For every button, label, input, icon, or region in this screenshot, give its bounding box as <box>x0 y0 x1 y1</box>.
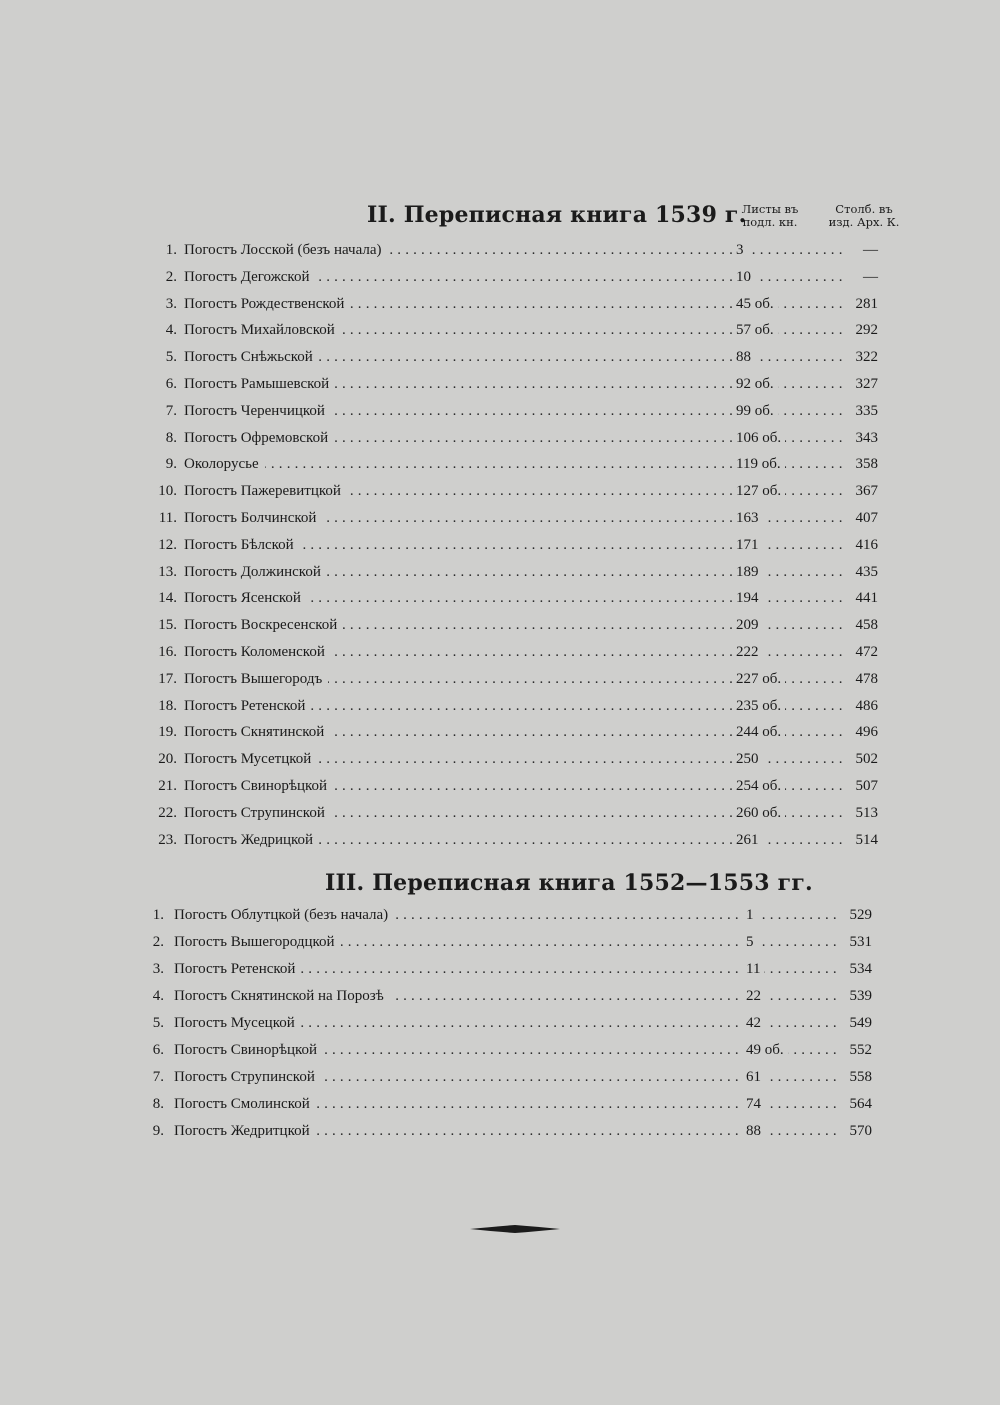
entry-leaf-number: 261 <box>736 829 763 851</box>
entry-column-number: 343 <box>855 429 878 446</box>
entry-column-number: 416 <box>855 536 878 553</box>
entry-name: Погостъ Михайловской <box>184 319 341 341</box>
entry-leaf-number: 119 об. <box>736 453 785 475</box>
entry-number: 5. <box>165 349 177 366</box>
entry-number: 4. <box>165 322 177 339</box>
entry-number: 23. <box>158 831 177 848</box>
entry-leaf-number: 88 <box>746 1120 765 1142</box>
entry-column-number: 514 <box>855 831 878 848</box>
entry-column-number: 539 <box>849 988 872 1004</box>
entry-number: 11. <box>158 510 177 526</box>
entry-leaf-number: 45 об. <box>736 293 778 315</box>
entry-leaf-number: 260 об. <box>736 802 785 824</box>
entry-name: Погостъ Воскресенской <box>184 614 343 636</box>
list-item <box>0 641 1000 663</box>
entry-column-number: — <box>863 242 878 258</box>
list-item <box>0 668 1000 690</box>
list-item <box>0 400 1000 422</box>
entry-number: 3. <box>165 295 177 312</box>
list-item <box>0 373 1000 395</box>
entry-leaf-number: 127 об. <box>736 480 785 502</box>
entry-number: 1. <box>165 242 177 258</box>
list-item <box>0 293 1000 315</box>
entry-leaf-number: 163 <box>736 507 763 529</box>
entry-column-number: 496 <box>855 724 878 741</box>
entry-name: Погостъ Свинорѣцкой <box>174 1039 323 1061</box>
list-item <box>0 1093 1000 1115</box>
entry-name: Погостъ Мусетцкой <box>184 748 317 770</box>
entry-leaf-number: 74 <box>746 1093 765 1115</box>
entry-leaf-number: 235 об. <box>736 695 785 717</box>
column-header-leaves <box>728 203 812 229</box>
entry-number: 4. <box>152 988 164 1004</box>
entry-column-number: 486 <box>855 697 878 714</box>
entry-number: 6. <box>152 1042 164 1058</box>
list-item <box>0 695 1000 717</box>
list-item <box>0 958 1000 980</box>
list-item <box>0 346 1000 368</box>
list-item <box>0 239 1000 261</box>
entry-leaf-number: 3 <box>736 239 748 261</box>
entry-name: Погостъ Жедритцкой <box>174 1120 316 1142</box>
entry-number: 20. <box>158 751 177 768</box>
entry-number: 19. <box>158 724 177 741</box>
entry-number: 14. <box>158 590 177 607</box>
entry-column-number: 327 <box>855 376 878 392</box>
entry-name: Погостъ Мусецкой <box>174 1012 301 1034</box>
closing-ornament-icon <box>470 1222 560 1236</box>
entry-name: Погостъ Смолинской <box>174 1093 316 1115</box>
entry-number: 9. <box>165 456 177 473</box>
entry-leaf-number: 22 <box>746 985 765 1007</box>
entry-column-number: 458 <box>855 617 878 634</box>
entry-name: Погостъ Должинской <box>184 561 327 583</box>
entry-name: Погостъ Свинорѣцкой <box>184 775 333 797</box>
entry-name: Погостъ Вышегородъ <box>184 668 328 690</box>
entry-name: Погостъ Дегожской <box>184 266 316 288</box>
list-item <box>0 802 1000 824</box>
list-item <box>0 829 1000 851</box>
entry-column-number: 558 <box>849 1069 872 1085</box>
list-item <box>0 1012 1000 1034</box>
entry-number: 9. <box>152 1123 164 1139</box>
entry-column-number: — <box>863 268 878 285</box>
entry-number: 21. <box>158 778 177 794</box>
entry-column-number: 435 <box>855 563 878 580</box>
entry-leaf-number: 10 <box>736 266 755 288</box>
entry-name: Погостъ Струпинской <box>184 802 331 824</box>
entry-name: Погостъ Черенчицкой <box>184 400 331 422</box>
entry-name: Погостъ Рамышевской <box>184 373 335 395</box>
column-header-columns-line1: Столб. въ <box>835 202 893 216</box>
list-item <box>0 587 1000 609</box>
entry-name: Погостъ Ясенской <box>184 587 307 609</box>
entry-name: Погостъ Скнятинской на Порозѣ <box>174 985 390 1007</box>
entry-number: 8. <box>165 429 177 446</box>
column-header-columns <box>818 203 910 229</box>
entry-name: Погостъ Рождественской <box>184 293 350 315</box>
column-header-leaves-line1: Листы въ <box>741 202 799 216</box>
entry-column-number: 292 <box>855 322 878 339</box>
entry-number: 7. <box>152 1069 164 1085</box>
entry-number: 3. <box>152 961 164 977</box>
entry-column-number: 529 <box>849 907 872 923</box>
entry-leaf-number: 106 об. <box>736 427 785 449</box>
entry-column-number: 552 <box>849 1042 872 1058</box>
list-item <box>0 534 1000 556</box>
dot-leader <box>746 931 836 953</box>
entry-number: 15. <box>158 617 177 634</box>
entry-name: Погостъ Болчинской <box>184 507 322 529</box>
dot-leader <box>746 904 836 926</box>
entry-name: Погостъ Пажеревитцкой <box>184 480 347 502</box>
entry-number: 6. <box>165 376 177 392</box>
entry-number: 8. <box>152 1096 164 1112</box>
entry-column-number: 441 <box>855 590 878 607</box>
entry-name: Погостъ Бѣлской <box>184 534 300 556</box>
entry-leaf-number: 171 <box>736 534 763 556</box>
entry-number: 7. <box>165 402 177 419</box>
entry-column-number: 322 <box>855 349 878 366</box>
entry-column-number: 478 <box>855 670 878 687</box>
entry-number: 2. <box>152 934 164 950</box>
list-item <box>0 453 1000 475</box>
entry-column-number: 507 <box>855 778 878 794</box>
entry-leaf-number: 11 <box>746 958 764 980</box>
dot-leader <box>736 239 842 261</box>
entry-name: Погостъ Вышегородцкой <box>174 931 341 953</box>
entry-column-number: 534 <box>849 961 872 977</box>
entry-number: 22. <box>158 804 177 821</box>
entry-column-number: 531 <box>849 934 872 950</box>
section-2-title: II. Переписная книга 1539 г. <box>367 202 747 228</box>
entry-column-number: 570 <box>849 1123 872 1139</box>
list-item <box>0 319 1000 341</box>
entry-name: Погостъ Жедрицкой <box>184 829 319 851</box>
list-item <box>0 480 1000 502</box>
entry-column-number: 564 <box>849 1096 872 1112</box>
entry-leaf-number: 42 <box>746 1012 765 1034</box>
list-item <box>0 1066 1000 1088</box>
list-item <box>0 1039 1000 1061</box>
entry-number: 5. <box>152 1015 164 1031</box>
list-item <box>0 561 1000 583</box>
entry-leaf-number: 227 об. <box>736 668 785 690</box>
entry-name: Погостъ Облутцкой (безъ начала) <box>174 904 394 926</box>
entry-leaf-number: 57 об. <box>736 319 778 341</box>
list-item <box>0 985 1000 1007</box>
entry-column-number: 549 <box>849 1015 872 1031</box>
entry-number: 16. <box>158 644 177 660</box>
list-item <box>0 614 1000 636</box>
list-item <box>0 775 1000 797</box>
entry-leaf-number: 189 <box>736 561 763 583</box>
entry-leaf-number: 209 <box>736 614 763 636</box>
entry-leaf-number: 222 <box>736 641 763 663</box>
entry-name: Погостъ Офремовской <box>184 427 334 449</box>
list-item <box>0 721 1000 743</box>
entry-number: 10. <box>158 483 177 500</box>
entry-leaf-number: 92 об. <box>736 373 778 395</box>
entry-name: Погостъ Коломенской <box>184 641 331 663</box>
entry-column-number: 407 <box>855 510 878 526</box>
entry-leaf-number: 5 <box>746 931 758 953</box>
entry-name: Погостъ Лосской (безъ начала) <box>184 239 388 261</box>
entry-column-number: 502 <box>855 751 878 768</box>
list-item <box>0 931 1000 953</box>
entry-name: Погостъ Снѣжьской <box>184 346 319 368</box>
entry-number: 13. <box>158 563 177 580</box>
entry-leaf-number: 49 об. <box>746 1039 788 1061</box>
dot-leader <box>184 453 732 475</box>
entry-column-number: 367 <box>855 483 878 500</box>
list-item <box>0 266 1000 288</box>
entry-name: Погостъ Ретенской <box>174 958 301 980</box>
entry-name: Погостъ Ретенской <box>184 695 311 717</box>
entry-leaf-number: 254 об. <box>736 775 785 797</box>
list-item <box>0 427 1000 449</box>
entry-leaf-number: 250 <box>736 748 763 770</box>
entry-number: 17. <box>158 670 177 687</box>
entry-leaf-number: 88 <box>736 346 755 368</box>
list-item <box>0 507 1000 529</box>
list-item <box>0 1120 1000 1142</box>
list-item <box>0 904 1000 926</box>
column-header-leaves-line2: подл. кн. <box>742 215 798 229</box>
entry-leaf-number: 244 об. <box>736 721 785 743</box>
entry-leaf-number: 99 об. <box>736 400 778 422</box>
entry-leaf-number: 61 <box>746 1066 765 1088</box>
entry-name: Погостъ Струпинской <box>174 1066 321 1088</box>
entry-name: Околорусье <box>184 453 265 475</box>
entry-column-number: 335 <box>855 402 878 419</box>
entry-column-number: 513 <box>855 804 878 821</box>
entry-number: 1. <box>152 907 164 923</box>
entry-number: 12. <box>158 536 177 553</box>
entry-column-number: 472 <box>855 644 878 660</box>
entry-name: Погостъ Скнятинской <box>184 721 330 743</box>
entry-number: 2. <box>165 268 177 285</box>
entry-number: 18. <box>158 697 177 714</box>
entry-leaf-number: 194 <box>736 587 763 609</box>
column-header-columns-line2: изд. Арх. К. <box>828 215 900 229</box>
list-item <box>0 748 1000 770</box>
entry-column-number: 281 <box>855 295 878 312</box>
entry-leaf-number: 1 <box>746 904 758 926</box>
entry-column-number: 358 <box>855 456 878 473</box>
section-3-title: III. Переписная книга 1552—1553 гг. <box>325 870 813 896</box>
